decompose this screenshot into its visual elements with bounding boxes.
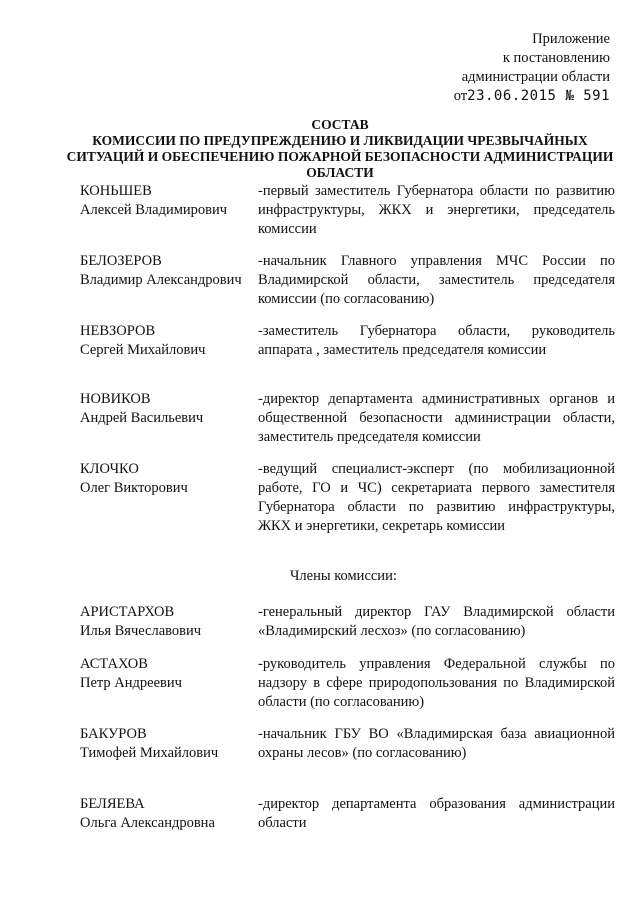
person-role: -директор департамента административных органов и общественной безопасности администрации области, заместитель председателя комиссии [258, 391, 615, 445]
member-role: -начальник ГБУ ВО «Владимирская база авиационной охраны лесов» (по согласованию) [258, 726, 615, 761]
document-title [60, 117, 620, 181]
person-surname: КЛОЧКО [80, 461, 139, 477]
member-given-name: Петр Андреевич [80, 675, 182, 691]
member-given-name: Ольга Александровна [80, 815, 215, 831]
person-role: -ведущий специалист-эксперт (по мобилизационной работе, ГО и ЧС) секретариата первого заместителя Губернатора области по развитию инфраструктуры, ЖКХ и энергетики, секретарь комиссии [258, 461, 615, 534]
member-name [80, 655, 260, 693]
appendix-date-prefix: от [453, 88, 468, 104]
member-name [80, 795, 260, 833]
member-role: -директор департамента образования администрации области [258, 796, 615, 831]
person-name [80, 182, 260, 220]
appendix-line-1: Приложение [532, 31, 610, 47]
title-line-1: СОСТАВ [311, 117, 369, 132]
member-surname: АРИСТАРХОВ [80, 604, 175, 620]
title-line-4: ОБЛАСТИ [306, 165, 374, 180]
person-given-name: Сергей Михайлович [80, 342, 206, 358]
person-given-name: Владимир Александрович [80, 272, 242, 288]
title-line-2: КОМИССИИ ПО ПРЕДУПРЕЖДЕНИЮ И ЛИКВИДАЦИИ ЧРЕЗВЫЧАЙНЫХ [92, 133, 588, 148]
person-role: -первый заместитель Губернатора области по развитию инфраструктуры, ЖКХ и энергетики, председатель комиссии [258, 183, 615, 237]
person-given-name: Алексей Владимирович [80, 202, 228, 218]
appendix-line-2: к постановлению [502, 50, 610, 66]
member-role: -руководитель управления Федеральной службы по надзору в сфере природопользования по Владимирской области (по согласованию) [258, 656, 615, 710]
member-given-name: Илья Вячеславович [80, 623, 202, 639]
member-given-name: Тимофей Михайлович [80, 745, 219, 761]
person-name [80, 322, 260, 360]
person-surname: КОНЬШЕВ [80, 183, 152, 199]
person-role: -начальник Главного управления МЧС России по Владимирской области, заместитель председателя комиссии (по согласованию) [258, 253, 615, 307]
appendix-date-number: 23.06.2015 № 591 [467, 88, 610, 104]
member-surname: БАКУРОВ [80, 726, 147, 742]
member-name [80, 725, 260, 763]
appendix-block [454, 30, 610, 106]
person-name [80, 390, 260, 428]
person-surname: НОВИКОВ [80, 391, 151, 407]
person-name [80, 252, 260, 290]
person-given-name: Андрей Васильевич [80, 410, 204, 426]
person-role: -заместитель Губернатора области, руководитель аппарата , заместитель председателя комиссии [258, 323, 615, 358]
person-name [80, 460, 260, 498]
member-surname: АСТАХОВ [80, 656, 148, 672]
member-name [80, 603, 260, 641]
members-heading: Члены комиссии: [290, 568, 397, 584]
person-surname: НЕВЗОРОВ [80, 323, 156, 339]
appendix-line-3: администрации области [461, 69, 610, 85]
member-role: -генеральный директор ГАУ Владимирской области «Владимирский лесхоз» (по согласованию) [258, 604, 615, 639]
appendix-date-line [454, 87, 610, 106]
title-line-3: СИТУАЦИЙ И ОБЕСПЕЧЕНИЮ ПОЖАРНОЙ БЕЗОПАСНОСТИ АДМИНИСТРАЦИИ [66, 149, 614, 164]
member-surname: БЕЛЯЕВА [80, 796, 145, 812]
person-given-name: Олег Викторович [80, 480, 188, 496]
person-surname: БЕЛОЗЕРОВ [80, 253, 162, 269]
